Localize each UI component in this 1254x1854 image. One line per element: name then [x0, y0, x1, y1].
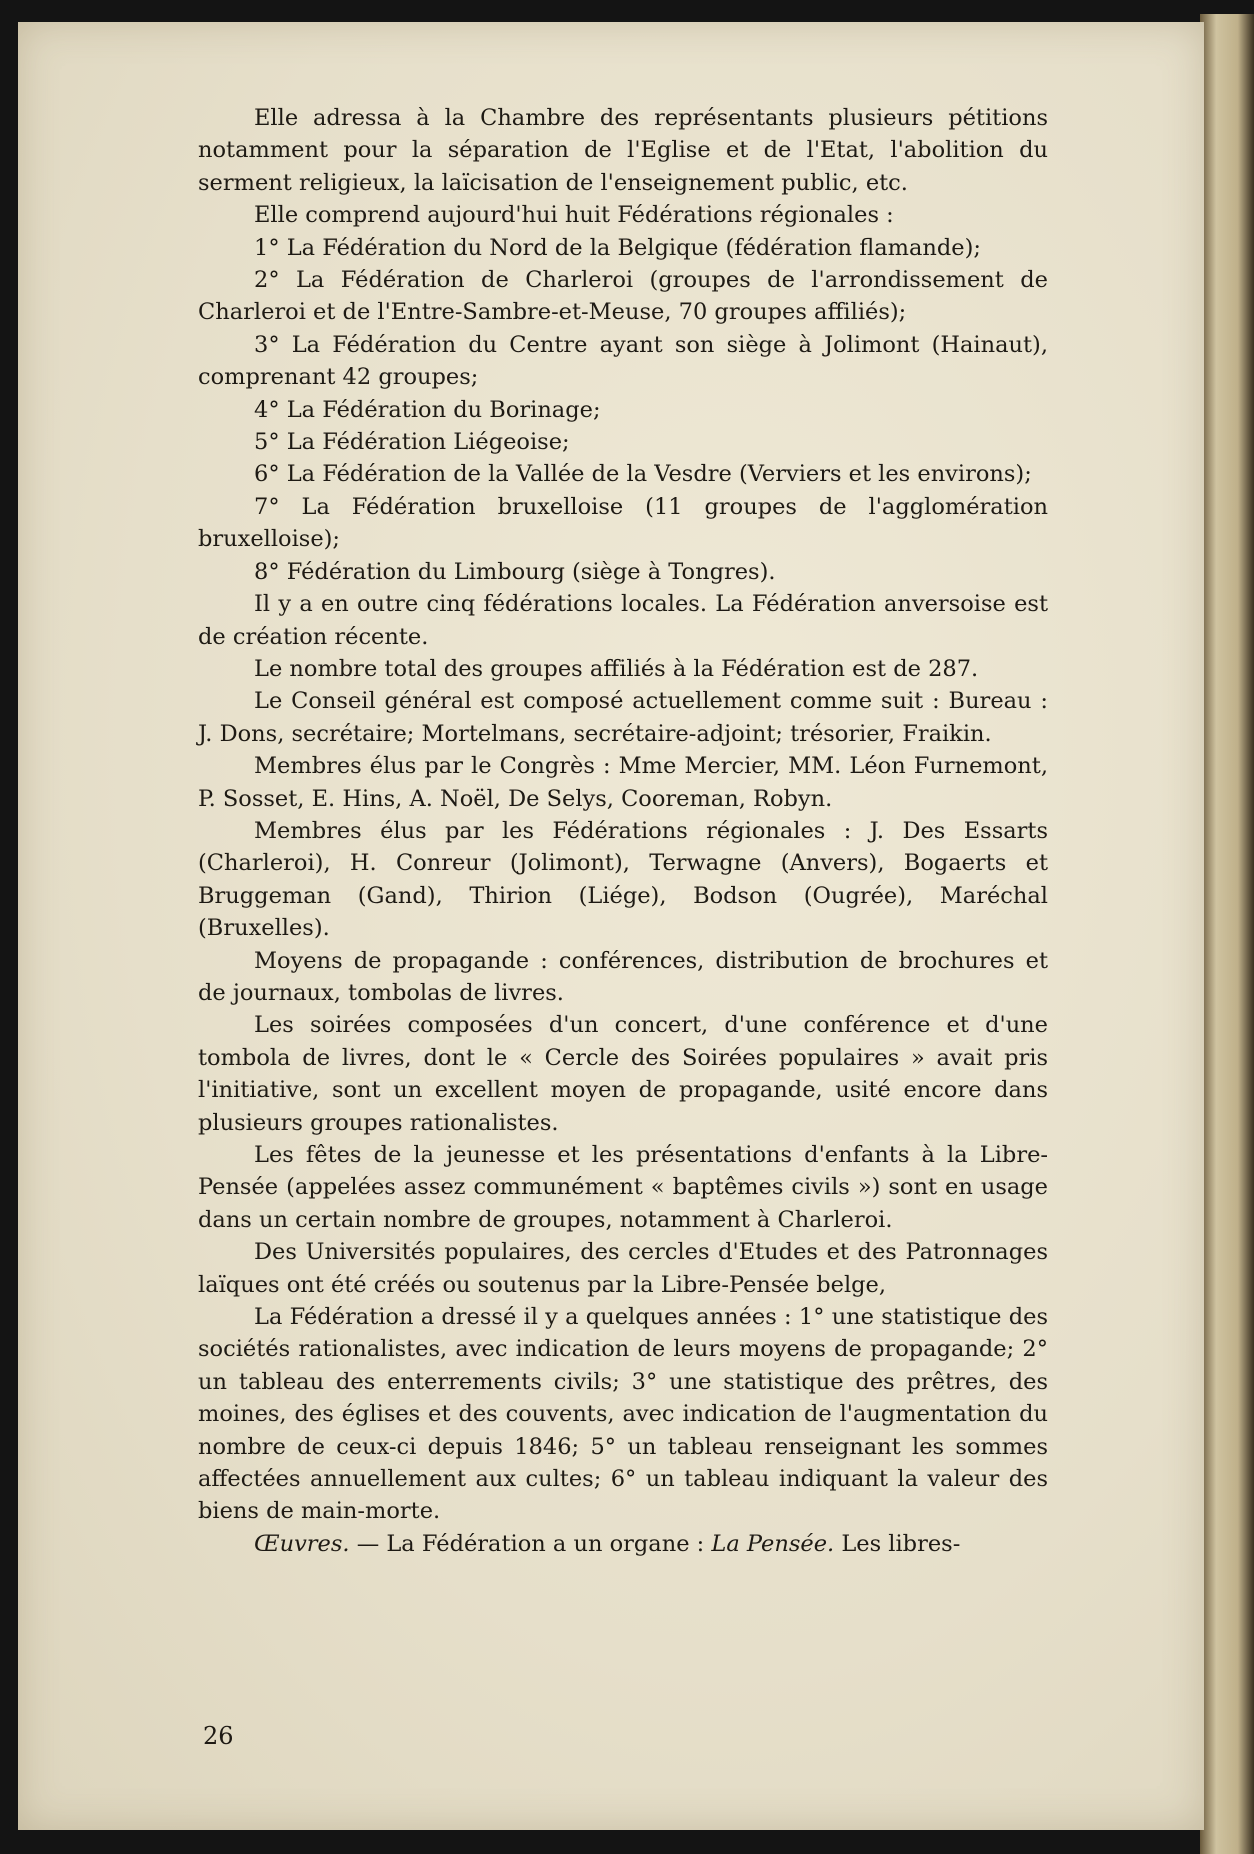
paragraph-oeuvres	[198, 1528, 1048, 1560]
paragraph-petitions: Elle adressa à la Chambre des représentants plusieurs pétitions notamment pour la séparation de l'Eglise et de l'Etat, l'abolition du serment religieux, la laïcisation de l'enseignement public, etc.	[198, 105, 1048, 196]
list-item-federation-8: 8° Fédération du Limbourg (siège à Tongres).	[254, 558, 776, 585]
oeuvres-text-before: — La Fédération a un organe :	[349, 1530, 712, 1557]
paragraph-group-total: Le nombre total des groupes affiliés à la Fédération est de 287.	[254, 655, 979, 682]
body-text	[198, 102, 1048, 1560]
paragraph-youth-festivals: Les fêtes de la jeunesse et les présentations d'enfants à la Libre-Pensée (appelées assez communément « baptêmes civils ») sont en usage dans un certain nombre de groupes, notamment à Charleroi.	[198, 1142, 1048, 1233]
list-item-federation-4: 4° La Fédération du Borinage;	[254, 396, 601, 423]
list-item-federation-5: 5° La Fédération Liégeoise;	[254, 429, 570, 456]
paragraph-general-council: Le Conseil général est composé actuellement comme suit : Bureau : J. Dons, secrétaire; Mortelmans, secrétaire-adjoint; trésorier, Fraikin.	[198, 688, 1048, 747]
list-item-federation-7: 7° La Fédération bruxelloise (11 groupes de l'agglomération bruxelloise);	[198, 493, 1048, 553]
paragraph-statistics: La Fédération a dressé il y a quelques années : 1° une statistique des sociétés rationalistes, avec indication de leurs moyens de propagande; 2° un tableau des enterrements civils; 3° une statistique des prêtres, des moines, des églises et des couvents, avec indication de l'augmentation du nombre de ceux-ci depuis 1846; 5° un tableau renseignant les sommes affectées annuellement aux cultes; 6° un tableau indiquant la valeur des biens de main-morte.	[198, 1304, 1048, 1525]
book-page	[18, 22, 1204, 1830]
list-item-federation-3: 3° La Fédération du Centre ayant son siège à Jolimont (Hainaut), comprenant 42 groupes;	[198, 331, 1048, 391]
page-number: 26	[203, 1722, 234, 1750]
scan-edge-right	[1200, 14, 1254, 1854]
paragraph-universities: Des Universités populaires, des cercles d'Etudes et des Patronnages laïques ont été créés ou soutenus par la Libre-Pensée belge,	[198, 1239, 1048, 1298]
journal-title: La Pensée.	[711, 1530, 835, 1557]
paragraph-congress-members: Membres élus par le Congrès : Mme Mercier, MM. Léon Furnemont, P. Sosset, E. Hins, A. Noël, De Selys, Cooreman, Robyn.	[198, 753, 1048, 812]
paragraph-local-federations: Il y a en outre cinq fédérations locales. La Fédération anversoise est de création récente.	[198, 591, 1048, 650]
paragraph-propaganda-means: Moyens de propagande : conférences, distribution de brochures et de journaux, tombolas de livres.	[198, 947, 1048, 1006]
section-heading-oeuvres: Œuvres.	[254, 1530, 350, 1557]
list-item-federation-1: 1° La Fédération du Nord de la Belgique (fédération flamande);	[254, 234, 981, 261]
paragraph-soirees: Les soirées composées d'un concert, d'une conférence et d'une tombola de livres, dont le « Cercle des Soirées populaires » avait pris l'initiative, sont un excellent moyen de propagande, usité encore dans plusieurs groupes rationalistes.	[198, 1012, 1048, 1136]
list-item-federation-6: 6° La Fédération de la Vallée de la Vesdre (Verviers et les environs);	[254, 461, 1032, 488]
paragraph-regional-members: Membres élus par les Fédérations régionales : J. Des Essarts (Charleroi), H. Conreur (Jolimont), Terwagne (Anvers), Bogaerts et Bruggeman (Gand), Thirion (Liége), Bodson (Ougrée), Maréchal (Bruxelles).	[198, 817, 1048, 942]
list-item-federation-2: 2° La Fédération de Charleroi (groupes de l'arrondissement de Charleroi et de l'Entre-Sambre-et-Meuse, 70 groupes affiliés);	[198, 267, 1048, 326]
paragraph-federations-intro: Elle comprend aujourd'hui huit Fédérations régionales :	[254, 202, 894, 229]
oeuvres-text-after: Les libres-	[834, 1530, 961, 1557]
